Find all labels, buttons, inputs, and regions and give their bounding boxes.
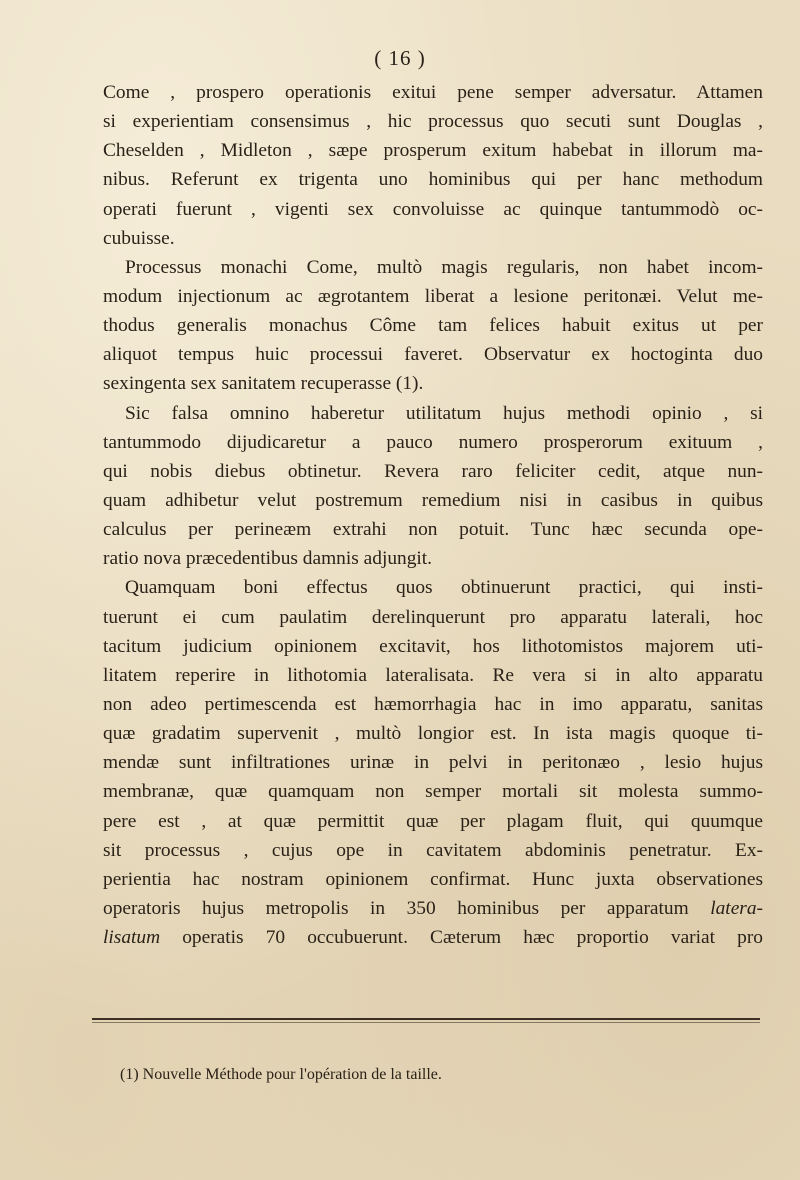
footnote: (1) Nouvelle Méthode pour l'opération de la taille. (120, 1066, 442, 1083)
text-line: tuerunt ei cum paulatim derelinquerunt pro apparatu laterali, hoc (103, 606, 763, 628)
text-line: qui nobis diebus obtinetur. Revera raro feliciter cedit, atque nun- (103, 460, 763, 482)
footnote-divider-thin (92, 1022, 760, 1023)
page-number: ( 16 ) (374, 46, 426, 70)
text-line: Come , prospero operationis exitui pene semper adversatur. Attamen (103, 82, 763, 103)
italic-word: latera- (710, 897, 763, 919)
text-line: litatem reperire in lithotomia lateralisata. Re vera si in alto apparatu (103, 664, 763, 686)
text-line: Processus monachi Come, multò magis regularis, non habet incom- (125, 256, 763, 278)
text-line: quam adhibetur velut postremum remedium nisi in casibus in quibus (103, 489, 763, 511)
text-line: tacitum judicium opinionem excitavit, hos lithotomistos majorem uti- (103, 635, 763, 657)
text-line: operati fuerunt , vigenti sex convoluisse ac quinque tantummodò oc- (103, 198, 763, 220)
text-line: ratio nova præcedentibus damnis adjungit. (103, 548, 433, 570)
text-line: si experientiam consensimus , hic processus quo secuti sunt Douglas , (103, 111, 763, 133)
text-line: pere est , at quæ permittit quæ per plagam fluit, qui quumque (103, 810, 763, 832)
text-line: quæ gradatim supervenit , multò longior est. In ista magis quoque ti- (103, 723, 763, 745)
text-line: membranæ, quæ quamquam non semper mortali sit molesta summo- (103, 781, 763, 803)
text-line: sit processus , cujus ope in cavitatem abdominis penetratur. Ex- (103, 839, 763, 861)
text-line (103, 923, 763, 952)
text-segment: operatoris hujus metropolis in 350 hominibus per apparatum (103, 897, 689, 919)
text-line: thodus generalis monachus Côme tam felices habuit exitus ut per (103, 315, 763, 337)
text-line: mendæ sunt infiltrationes urinæ in pelvi in peritonæo , lesio hujus (103, 752, 763, 774)
text-line: modum injectionum ac ægrotantem liberat a lesione peritonæi. Velut me- (103, 285, 763, 307)
text-line (103, 894, 763, 923)
text-line: Sic falsa omnino haberetur utilitatum hujus methodi opinio , si (125, 402, 763, 424)
text-line: tantummodo dijudicaretur a pauco numero prosperorum exituum , (103, 431, 763, 453)
body-text (103, 78, 763, 952)
text-line: cubuisse. (103, 227, 175, 249)
text-line: nibus. Referunt ex trigenta uno hominibus qui per hanc methodum (103, 169, 763, 191)
text-line: Quamquam boni effectus quos obtinuerunt practici, qui insti- (125, 577, 763, 599)
text-line: Cheselden , Midleton , sæpe prosperum exitum habebat in illorum ma- (103, 140, 763, 162)
italic-word: lisatum (103, 927, 161, 949)
text-line: calculus per perineæm extrahi non potuit. Tunc hæc secunda ope- (103, 519, 763, 541)
footnote-divider (92, 1018, 760, 1020)
text-line: non adeo pertimescenda est hæmorrhagia hac in imo apparatu, sanitas (103, 693, 763, 715)
text-segment: operatis 70 occubuerunt. Cæterum hæc proportio variat pro (160, 927, 763, 949)
text-line: sexingenta sex sanitatem recuperasse (1). (103, 373, 424, 395)
text-line: aliquot tempus huic processui faveret. Observatur ex hoctoginta duo (103, 344, 763, 366)
text-line: perientia hac nostram opinionem confirmat. Hunc juxta observationes (103, 868, 763, 890)
